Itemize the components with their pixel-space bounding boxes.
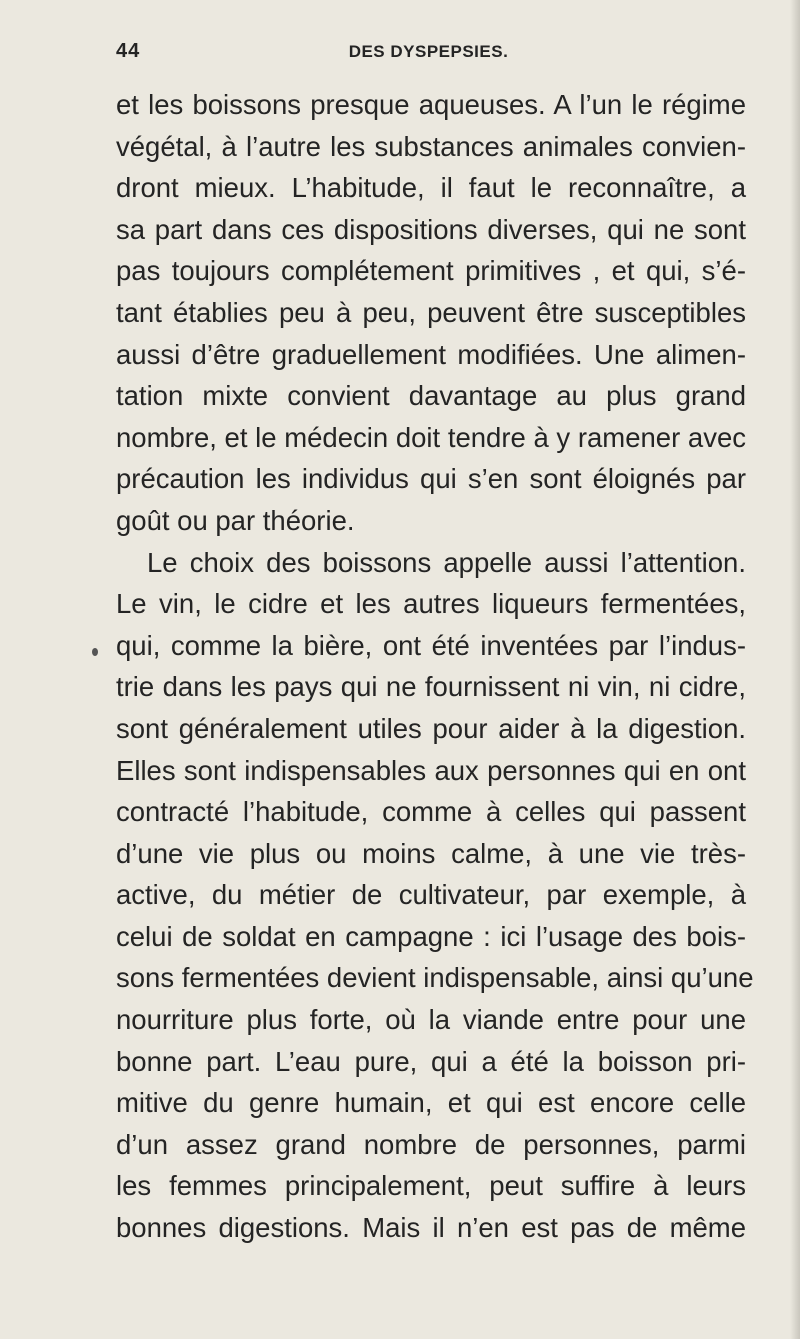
text-line: tation mixte convient davantage au plus grand — [116, 380, 746, 412]
text-line: bonnes digestions. Mais il n’en est pas de même — [116, 1212, 746, 1244]
ink-mark — [92, 648, 98, 656]
paragraph-end-line: goût ou par théorie. — [116, 504, 355, 536]
text-line: et les boissons presque aqueuses. A l’un le régime — [116, 89, 746, 120]
page-edge-shadow — [790, 0, 800, 1339]
text-line: Le vin, le cidre et les autres liqueurs fermentées, — [116, 588, 746, 620]
paragraph-start-line: Le choix des boissons appelle aussi l’attention. — [147, 546, 746, 578]
page-number: 44 — [116, 40, 141, 62]
text-line: nombre, et le médecin doit tendre à y ramener avec — [116, 421, 746, 453]
text-line: d’une vie plus ou moins calme, à une vie très- — [116, 837, 746, 869]
text-line: sont généralement utiles pour aider à la digestion. — [116, 712, 746, 744]
text-line: sons fermentées devient indispensable, ainsi qu’une — [116, 962, 754, 994]
text-line: végétal, à l’autre les substances animales convien- — [116, 130, 746, 162]
text-line: trie dans les pays qui ne fournissent ni vin, ni cidre, — [116, 671, 746, 703]
text-line: mitive du genre humain, et qui est encore celle — [116, 1087, 746, 1119]
text-line: bonne part. L’eau pure, qui a été la boisson pri- — [116, 1045, 746, 1077]
text-line: pas toujours complétement primitives , et qui, s’é- — [116, 255, 746, 287]
text-line: aussi d’être graduellement modifiées. Une alimen- — [116, 338, 746, 370]
text-line: d’un assez grand nombre de personnes, parmi — [116, 1128, 746, 1160]
text-line: dront mieux. L’habitude, il faut le reconnaître, a — [116, 172, 746, 204]
running-title: DES DYSPEPSIES. — [348, 42, 509, 61]
text-line: précaution les individus qui s’en sont éloignés par — [116, 463, 746, 495]
text-line: qui, comme la bière, ont été inventées par l’indus- — [116, 629, 746, 661]
text-line: les femmes principalement, peut suffire à leurs — [116, 1170, 746, 1202]
text-line: sa part dans ces dispositions diverses, qui ne sont — [116, 213, 746, 245]
text-line: nourriture plus forte, où la viande entre pour une — [116, 1004, 746, 1036]
body-text — [116, 84, 754, 1249]
text-line: contracté l’habitude, comme à celles qui passent — [116, 796, 746, 828]
text-line: active, du métier de cultivateur, par exemple, à — [116, 879, 746, 911]
text-line: celui de soldat en campagne : ici l’usage des bois- — [116, 920, 746, 952]
text-line: tant établies peu à peu, peuvent être susceptibles — [116, 296, 746, 328]
text-line: Elles sont indispensables aux personnes qui en ont — [116, 754, 746, 786]
page-header — [116, 40, 741, 70]
